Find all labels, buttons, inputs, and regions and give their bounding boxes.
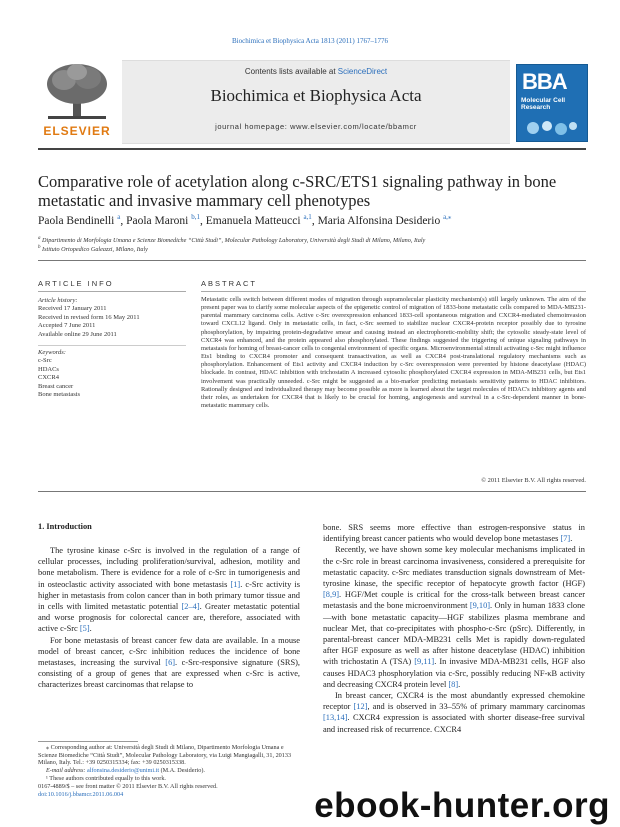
abstract-rule [38, 491, 586, 492]
affiliation-text: Dipartimento di Morfologia Umana e Scienze Biomediche “Città Studi”, Molecular Pathology Laboratory, Università degli Studi di Milano, Milano, Italy [42, 237, 426, 245]
contents-line [122, 67, 510, 76]
keyword: HDACs [38, 365, 59, 373]
article-info-heading: ARTICLE INFO [38, 279, 114, 288]
article-title: Comparative role of acetylation along c-SRC/ETS1 signaling pathway in bone metastatic and invasive mammary cell phenotypes [38, 172, 557, 210]
keyword: c-Src [38, 357, 52, 365]
paragraph: In breast cancer, CXCR4 is the most abundantly expressed chemokine receptor [12], and is observed in 33–55% of primary mammary carcinomas [13,14]. CXCR4 expression is associated with shorter disease-free survival and increased risk of recurrence. CXCR4 [323, 691, 585, 734]
keyword: Bone metastasis [38, 391, 81, 399]
elsevier-tree-icon [44, 62, 110, 120]
journal-title: Biochimica et Biophysica Acta [210, 86, 422, 105]
section-heading-introduction: 1. Introduction [38, 522, 92, 531]
history-item: Available online 29 June 2011 [38, 330, 117, 338]
email-link[interactable]: alfonsina.desiderio@unimi.it [87, 767, 160, 775]
citation-link[interactable]: [8] [448, 679, 459, 689]
author-affiliation-mark: b,1 [191, 213, 200, 221]
author-affiliation-mark: a,1 [303, 213, 312, 221]
author[interactable] [206, 215, 318, 227]
keywords-label: Keywords: [38, 349, 66, 356]
affiliation [38, 236, 586, 244]
affiliation-mark: a [38, 236, 41, 241]
author[interactable] [38, 215, 126, 227]
footnote-rule [38, 741, 138, 742]
sciencedirect-link[interactable]: ScienceDirect [337, 67, 388, 76]
footnote-equal-contribution: ¹ These authors contributed equally to this work. [46, 774, 166, 782]
author-name: Paola Maroni [126, 214, 189, 227]
citation-link[interactable]: [2–4] [181, 602, 200, 612]
keywords [38, 349, 188, 399]
citation-link[interactable]: [9,11] [414, 657, 435, 667]
issn-line: 0167-4889/$ – see front matter © 2011 Elsevier B.V. All rights reserved. [38, 783, 218, 790]
article-history [38, 297, 188, 339]
author-separator: , [120, 214, 127, 227]
footnote-email [38, 767, 300, 775]
author[interactable] [318, 215, 452, 227]
history-item: Received in revised form 16 May 2011 [38, 313, 140, 321]
author-list [38, 213, 586, 227]
footnote-corresponding: ⁎ Corresponding author at: Università degli Studi di Milano, Dipartimento Morfologia Umana e Scienze Biomediche “Città Studi”, Molecular Pathology Laboratory, via Luigi Mangiagalli, 31, 20133 Milano, Italy. Tel.: +39 0250315334; fax: +39 0250315338. [38, 744, 292, 767]
paragraph: For bone metastasis of breast cancer few data are available. In a mouse model of breast cancer, c-Src inhibition reduces the incidence of bone metastases, increasing the survival [6]. c-Src-responsive signature (SRS), consisting of a group of genes that are expressed when c-Src is active, characterizes breast carcinomas that relapse to [38, 635, 300, 690]
doi-link[interactable]: doi:10.1016/j.bbamcr.2011.06.004 [38, 791, 124, 798]
history-label: Article history: [38, 297, 78, 304]
citation-link[interactable]: [12] [353, 702, 368, 712]
affiliation-text: Istituto Ortopedico Galeazzi, Milano, Italy [42, 246, 148, 254]
affiliation [38, 245, 586, 253]
email-suffix: (M.A. Desiderio). [159, 767, 205, 775]
contents-prefix: Contents lists available at [244, 67, 338, 76]
body-column-right [323, 522, 585, 735]
citation-link[interactable]: [7] [560, 534, 571, 544]
citation-link[interactable]: [1] [230, 579, 241, 589]
author-separator: , [199, 214, 206, 227]
email-label: E-mail address: [46, 767, 88, 775]
footnotes [38, 744, 300, 783]
info-heading-rule [38, 291, 186, 292]
cover-cells-icon [525, 119, 579, 137]
history-item: Accepted 7 June 2011 [38, 322, 96, 330]
citation-link[interactable]: [9,10] [469, 601, 491, 611]
cover-subtitle: Molecular Cell Research [521, 97, 566, 111]
keywords-rule [38, 345, 186, 346]
homepage-prefix: journal homepage: [215, 122, 291, 131]
paragraph: The tyrosine kinase c-Src is involved in the regulation of a range of cellular processes, including proliferation/survival, adhesion, motility and bone metabolism. There is evidence for a role of c-Src in tumorigenesis and in osteoclastic activity associated with bone metastasis [1]. c-Src activity is higher in metastasis from colon cancer than in both primary tumor tissue and in cells with limited metastatic potential [2–4]. Greater metastatic potential and worse prognosis for colorectal cancer are, therefore, associated with active c-Src [5]. [38, 546, 300, 634]
homepage-link[interactable]: www.elsevier.com/locate/bbamcr [290, 122, 417, 131]
masthead-banner [122, 60, 510, 144]
header-rule [38, 148, 586, 150]
citation-link[interactable]: [8,9] [323, 590, 340, 600]
citation-link[interactable]: [13,14] [323, 713, 348, 723]
cover-title: BBA [522, 69, 567, 94]
journal-masthead [38, 60, 586, 142]
elsevier-logo [38, 60, 116, 142]
affiliation-mark: b [38, 245, 41, 250]
copyright-notice: © 2011 Elsevier B.V. All rights reserved. [481, 477, 586, 484]
section-rule [38, 260, 586, 261]
author-name: Emanuela Matteucci [205, 214, 301, 227]
paragraph: bone. SRS seems more effective than estrogen-responsive status in identifying breast cancer patients who would develop bone metastases [7]. [323, 523, 585, 544]
journal-homepage [122, 122, 510, 131]
author-affiliation-mark: a,⁎ [443, 213, 452, 221]
abstract-heading-rule [201, 291, 586, 292]
paragraph: Recently, we have shown some key molecular mechanisms implicated in the c-Src role in breast carcinoma invasiveness, considered a prerequisite for metastatic capacity. c-Src mediates transduction signals downstream of Met-tyrosine kinase, the specific receptor of hepatocyte growth factor (HGF) [8,9]. HGF/Met couple is critical for the cross-talk between breast cancer metastasis and the bone microenvironment [9,10]. Only in human 1833 clone—with bone metastatic capacity—HGF stabilizes plasma membrane and nuclear Met, that co-precipitates with phospho-c-Src (pSrc). Differently, in parental-breast cancer MDA-MB231 cells Met is rapidly down-regulated after HGF exposure as well as after histone deacetylase (HDAC) inhibition with trichostatin A (TSA) [9,11]. In invasive MDA-MB231 cells, HGF also causes HDAC3 phosphorylation via c-Src, possibly reducing NF-κB activity and decreasing CXCR4 protein level [8]. [323, 545, 586, 689]
journal-reference[interactable]: Biochimica et Biophysica Acta 1813 (2011) 1767–1776 [231, 37, 389, 45]
author-name: Paola Bendinelli [38, 214, 115, 227]
citation-link[interactable]: [6] [165, 658, 176, 668]
watermark: ebook-hunter.org [314, 786, 610, 825]
author[interactable] [126, 215, 206, 227]
elsevier-wordmark: ELSEVIER [43, 124, 111, 138]
journal-cover[interactable] [516, 64, 588, 142]
body-column-left [38, 545, 300, 691]
keyword: CXCR4 [38, 374, 59, 382]
history-item: Received 17 January 2011 [38, 305, 107, 313]
author-separator: , [311, 214, 318, 227]
abstract-text: Metastatic cells switch between different modes of migration through supramolecular plasticity mechanism(s) still largely unknown. The aim of the present paper was to clarify some molecular aspects of the epigenetic control of migration of 1833-bone metastatic cells compared to MDA-MB231-parental mammary carcinoma cells. Active c-Src overexpression enhanced 1833-cell spontaneous migration and CXCR4-mediated chemoinvasion toward CXCL12 ligand. Only in metastatic cells, in fact, c-Src seemed to stabilize nuclear CXCR4-protein receptor possibly due to tyrosine phosphorylation, by impairing protein-degradative smear and causing instead an electrophoretic-mobility shift; the cytosolic steady-state level of CXCR4 was enhanced, and the protein appeared also phosphorylated. These findings suggested the triggering of unique signaling pathways in metastasis for homing of breast-cancer cells to congenial environment of specific organs. Microenvironmental stimuli activating c-Src might influence Ets1 binding to CXCR4 promoter and consequent transactivation, as well as CXCR4 post-translational regulatory mechanisms such as phosphorylation. Enhancement of Ets1 activity and CXCR4 induction by c-Src overexpression were prevented by histone deacetylase (HDAC) blockade. In contrast, HDAC inhibition with trichostatin A increased cytosolic phosphorylated CXCR4 expression in MDA-MB231 cells, but Ets1 involvement was practically unneeded. c-Src might be suggested as a bio-marker predicting metastasis sensitivity patterns to HDAC inhibitors. Rationally designed and individualized therapy may become possible as more is learned about the target molecules of HDAC's inhibitory agents and their roles, as undertaken for CXCR4 that is likely to be crucial for homing, angiogenesis and survival in a c-Src-dependent manner in bone-metastatic mammary cells. [201, 296, 586, 410]
author-affiliation-mark: a [117, 213, 121, 221]
author-name: Maria Alfonsina Desiderio [317, 214, 441, 227]
citation-link[interactable]: [5] [79, 624, 90, 634]
keyword: Breast cancer [38, 382, 74, 390]
abstract-heading: ABSTRACT [201, 279, 258, 288]
